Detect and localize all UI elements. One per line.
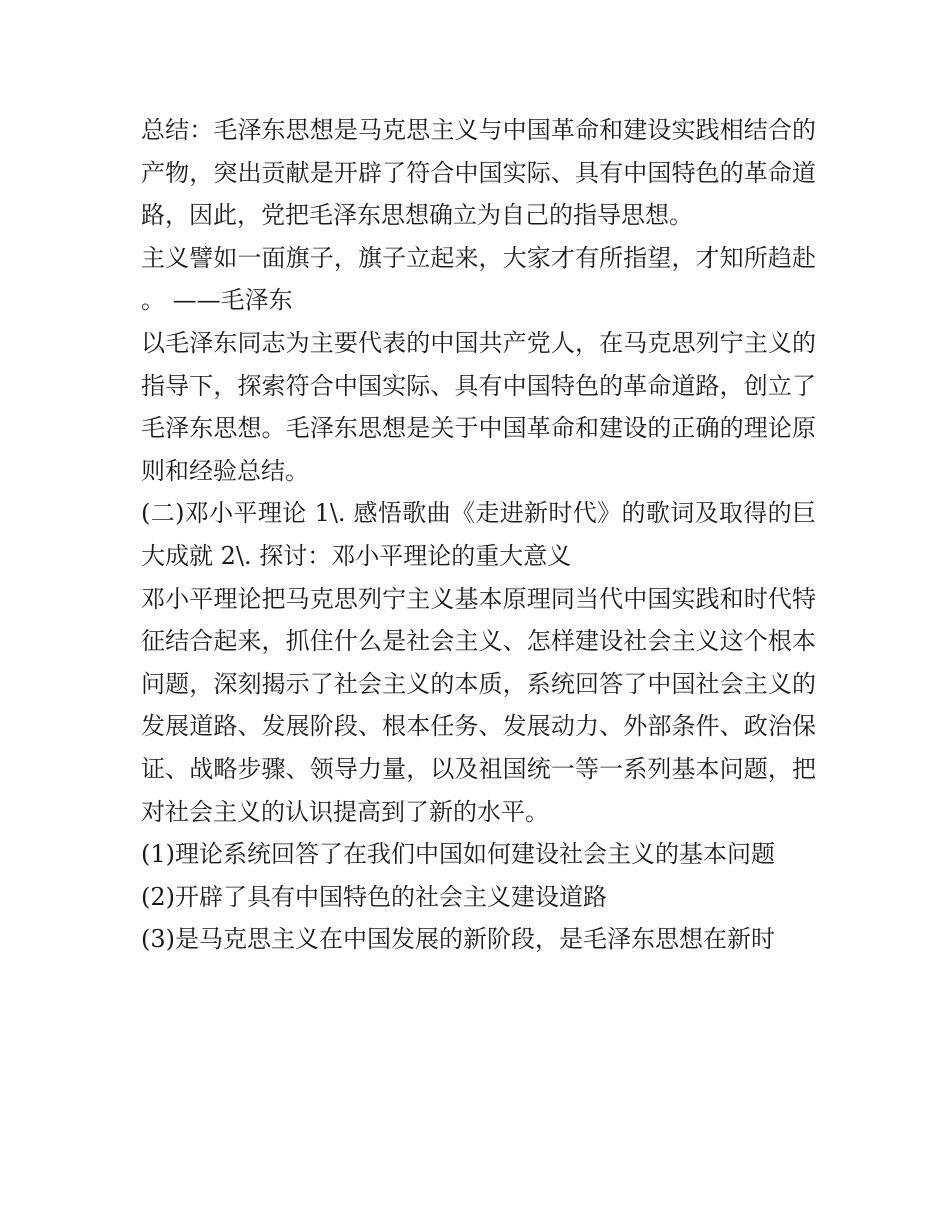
- list-item-1: (1)理论系统回答了在我们中国如何建设社会主义的基本问题: [141, 840, 775, 869]
- section-heading-deng-theory: (二)邓小平理论 1\. 感悟歌曲《走进新时代》的歌词及取得的巨大成就 2\. 探讨：邓小平理论的重大意义: [141, 499, 816, 570]
- mao-thought-paragraph: 以毛泽东同志为主要代表的中国共产党人，在马克思列宁主义的指导下，探索符合中国实际、具有中国特色的革命道路，创立了毛泽东思想。毛泽东思想是关于中国革命和建设的正确的理论原则和经验总结。: [141, 328, 816, 485]
- list-item-3: (3)是马克思主义在中国发展的新阶段，是毛泽东思想在新时: [141, 925, 775, 954]
- deng-theory-paragraph: 邓小平理论把马克思列宁主义基本原理同当代中国实践和时代特征结合起来，抓住什么是社会主义、怎样建设社会主义这个根本问题，深刻揭示了社会主义的本质，系统回答了中国社会主义的发展道路、发展阶段、根本任务、发展动力、外部条件、政治保证、战略步骤、领导力量，以及祖国统一等一系列基本问题，把对社会主义的认识提高到了新的水平。: [141, 584, 816, 826]
- quote-paragraph: 主义譬如一面旗子，旗子立起来，大家才有所指望，才知所趋赴。 ——毛泽东: [141, 243, 816, 315]
- summary-paragraph: 总结：毛泽东思想是马克思主义与中国革命和建设实践相结合的产物，突出贡献是开辟了符合中国实际、具有中国特色的革命道路，因此，党把毛泽东思想确立为自己的指导思想。: [141, 116, 816, 230]
- document-body: [141, 109, 816, 961]
- list-item-2: (2)开辟了具有中国特色的社会主义建设道路: [141, 882, 607, 911]
